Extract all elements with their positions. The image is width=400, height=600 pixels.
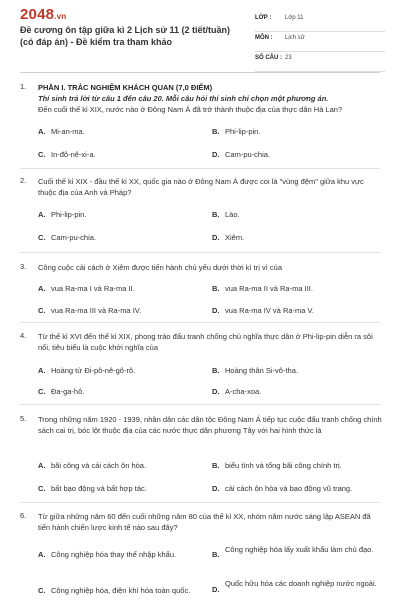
option-letter: D. xyxy=(212,484,220,493)
option-text: vua Ra-ma I và Ra-ma II. xyxy=(51,284,135,293)
logo-main: 2048 xyxy=(20,6,55,23)
option-letter: B. xyxy=(212,284,220,293)
option-text: Công nghiệp hóa thay thế nhập khẩu. xyxy=(51,550,177,559)
meta-value: Lớp 11 xyxy=(285,15,304,21)
meta-row-subject xyxy=(255,32,385,52)
meta-value: Lịch sử xyxy=(285,35,305,41)
option-text: In-đô-nê-xi-a. xyxy=(51,150,96,159)
option-text: Cam-pu-chia. xyxy=(51,233,97,242)
option-text: cải cách ôn hòa và bạo động vũ trang. xyxy=(225,484,353,493)
question-number: 5. xyxy=(20,414,27,423)
header-divider xyxy=(20,72,380,73)
option-text: bất bạo động và bất hợp tác. xyxy=(51,484,147,493)
question-stem xyxy=(38,82,384,115)
question-number: 1. xyxy=(20,82,27,91)
option-letter: D. xyxy=(212,150,220,159)
option-text: biểu tình và tổng bãi công chính trị. xyxy=(225,461,342,470)
site-logo[interactable] xyxy=(20,6,66,23)
meta-key: SỐ CÂU : xyxy=(255,55,282,61)
question-number: 3. xyxy=(20,262,27,271)
question-separator xyxy=(20,252,380,253)
option-letter: C. xyxy=(38,150,46,159)
option-text: vua Ra-ma II và Ra-ma III. xyxy=(225,284,313,293)
document-meta xyxy=(255,12,385,72)
question-text: Đến cuối thế kỉ XIX, nước nào ở Đông Nam Á đã trở thành thuộc địa của thực dân Hà Lan? xyxy=(38,105,343,114)
question-number: 6. xyxy=(20,511,27,520)
option-text: bãi công và cải cách ôn hòa. xyxy=(51,461,147,470)
question-separator xyxy=(20,322,380,323)
meta-row-class xyxy=(255,12,385,32)
page-header xyxy=(0,0,400,62)
option-letter: C. xyxy=(38,306,46,315)
question-separator xyxy=(20,404,380,405)
option-letter: D. xyxy=(212,306,220,315)
option-text: Cam-pu-chia. xyxy=(225,150,271,159)
option-text: Phi-lip-pin. xyxy=(225,127,261,136)
option-letter: A. xyxy=(38,366,46,375)
option-letter: A. xyxy=(38,284,46,293)
option-letter: A. xyxy=(38,210,46,219)
option-letter: A. xyxy=(38,461,46,470)
option-letter: A. xyxy=(38,127,46,136)
section-instruction: Thí sinh trả lời từ câu 1 đến câu 20. Mỗi câu hỏi thí sinh chỉ chọn một phương án. xyxy=(38,94,329,103)
option-text: Hoàng tử Đi-pô-nê-gô-rô. xyxy=(51,366,136,375)
meta-key: MÔN : xyxy=(255,35,273,41)
option-text: vua Ra-ma III và Ra-ma IV. xyxy=(51,306,142,315)
question-separator xyxy=(20,502,380,503)
option-letter: A. xyxy=(38,550,46,559)
option-text: Xiêm. xyxy=(225,233,245,242)
option-letter: B. xyxy=(212,550,220,559)
option-letter: D. xyxy=(212,387,220,396)
option-text: A-cha-xoa. xyxy=(225,387,262,396)
question-separator xyxy=(20,168,380,169)
meta-row-count xyxy=(255,52,385,72)
question-number: 4. xyxy=(20,331,27,340)
option-letter: D. xyxy=(212,233,220,242)
option-letter: C. xyxy=(38,387,46,396)
meta-value: 23 xyxy=(285,55,292,61)
option-text: Quốc hữu hóa các doanh nghiệp nước ngoài. xyxy=(225,579,377,588)
option-text: Phi-lip-pin. xyxy=(51,210,87,219)
option-letter: C. xyxy=(38,586,46,595)
question-text: Từ giữa những năm 60 đến cuối những năm 80 của thế kỉ XX, nhóm năm nước sáng lập ASEAN đã tiến hành chiến lược kinh tế nào sau đây? xyxy=(38,512,371,532)
logo-suffix: .vn xyxy=(54,12,67,21)
section-title: PHẦN I. TRẮC NGHIỆM KHÁCH QUAN (7,0 ĐIỂM) xyxy=(38,83,213,92)
option-text: vua Ra-ma IV và Ra-ma V. xyxy=(225,306,314,315)
option-letter: B. xyxy=(212,461,220,470)
question-text: Công cuộc cải cách ở Xiêm được tiến hành chủ yếu dưới thời kì trị vì của xyxy=(38,263,282,272)
option-text: Công nghiệp hóa lấy xuất khẩu làm chủ đạo. xyxy=(225,545,374,554)
option-letter: C. xyxy=(38,233,46,242)
option-text: Hoàng thân Si-vô-tha. xyxy=(225,366,298,375)
question-text: Trong những năm 1920 - 1939, nhân dân các dân tộc Đông Nam Á tiếp tục cuộc đấu tranh chống chính sách cai trị, bóc lột thuộc địa của các nước thực dân phương Tây với hai hình thức là xyxy=(38,415,382,435)
meta-key: LỚP : xyxy=(255,15,272,21)
question-text: Cuối thế kỉ XIX - đầu thế kỉ XX, quốc gia nào ở Đông Nam Á được coi là "vùng đệm" giữa khu vực thuộc địa của Anh và Pháp? xyxy=(38,177,364,197)
option-text: Đa-ga-hô. xyxy=(51,387,85,396)
option-text: Mi-an-ma. xyxy=(51,127,85,136)
question-number: 2. xyxy=(20,176,27,185)
option-letter: C. xyxy=(38,484,46,493)
option-text: Công nghiệp hóa, điện khí hóa toàn quốc. xyxy=(51,586,191,595)
option-letter: B. xyxy=(212,366,220,375)
question-text: Từ thế kỉ XVI đến thế kỉ XIX, phong trào đấu tranh chống chủ nghĩa thực dân ở Phi-lip-pin diễn ra sôi nổi, tiêu biểu là cuộc khởi nghĩa của xyxy=(38,332,373,352)
option-letter: D. xyxy=(212,585,220,594)
option-letter: B. xyxy=(212,210,220,219)
option-letter: B. xyxy=(212,127,220,136)
document-title: Đề cương ôn tập giữa kì 2 Lịch sử 11 (2 tiết/tuần) (có đáp án) - Đề kiểm tra tham khảo xyxy=(20,25,230,47)
option-text: Lào. xyxy=(225,210,240,219)
